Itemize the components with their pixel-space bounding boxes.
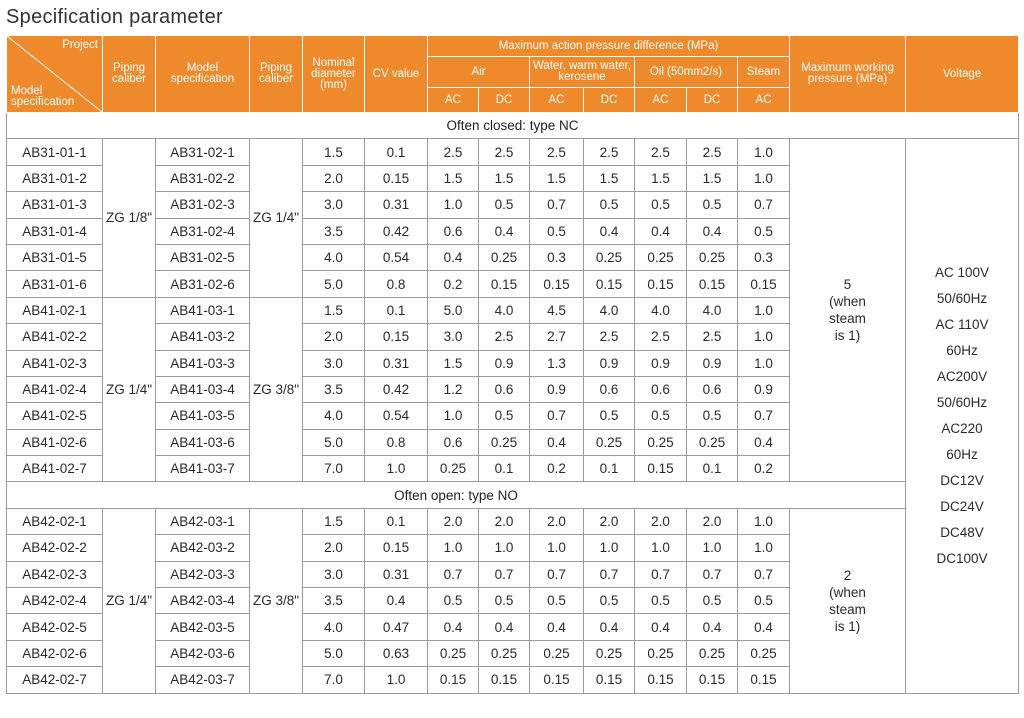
header-piping-caliber-2: Piping caliber	[250, 36, 303, 113]
text-line: DC48V	[940, 524, 984, 540]
value-cell: 0.8	[365, 429, 428, 455]
voltage-cell	[906, 139, 1019, 693]
value-cell: 0.15	[584, 667, 635, 693]
value-cell: 0.6	[479, 376, 530, 402]
value-cell: 2.0	[303, 165, 365, 191]
value-cell: 0.15	[635, 667, 687, 693]
value-cell: 0.1	[365, 297, 428, 323]
model-cell: AB42-03-5	[156, 614, 250, 640]
model-cell: AB42-03-4	[156, 588, 250, 614]
value-cell: 0.54	[365, 244, 428, 270]
header-oil-ac: AC	[635, 88, 687, 113]
text-line: DC24V	[940, 498, 984, 514]
value-cell: 5.0	[303, 271, 365, 297]
value-cell: 0.9	[530, 376, 584, 402]
value-cell: 0.1	[687, 456, 738, 482]
value-cell: 7.0	[303, 456, 365, 482]
model-cell: AB31-01-1	[7, 139, 103, 165]
value-cell: 0.4	[635, 218, 687, 244]
value-cell: 0.7	[530, 403, 584, 429]
value-cell: 5.0	[428, 297, 479, 323]
value-cell: 0.5	[687, 588, 738, 614]
value-cell: 0.7	[738, 192, 790, 218]
value-cell: 1.0	[738, 324, 790, 350]
value-cell: 0.15	[479, 667, 530, 693]
value-cell: 3.0	[303, 350, 365, 376]
value-cell: 0.6	[584, 376, 635, 402]
value-cell: 1.5	[584, 165, 635, 191]
value-cell: 1.5	[687, 165, 738, 191]
text-line: AC 110V	[935, 316, 989, 332]
model-cell: AB42-03-3	[156, 561, 250, 587]
value-cell: 1.0	[738, 165, 790, 191]
value-cell: 3.5	[303, 588, 365, 614]
value-cell: 0.7	[687, 561, 738, 587]
value-cell: 2.0	[530, 508, 584, 534]
model-cell: AB31-01-5	[7, 244, 103, 270]
value-cell: 0.15	[738, 271, 790, 297]
table-body	[7, 113, 1019, 694]
value-cell: 0.25	[635, 244, 687, 270]
value-cell: 1.2	[428, 376, 479, 402]
model-cell: AB41-03-3	[156, 350, 250, 376]
header-model-spec: Model specification	[11, 85, 75, 108]
value-cell: 4.0	[687, 297, 738, 323]
value-cell: 0.5	[530, 218, 584, 244]
model-cell: AB42-02-3	[7, 561, 103, 587]
value-cell: 3.5	[303, 376, 365, 402]
caliber-cell: ZG 1/4"	[103, 508, 156, 693]
value-cell: 0.7	[635, 561, 687, 587]
value-cell: 0.5	[635, 403, 687, 429]
value-cell: 0.9	[738, 376, 790, 402]
value-cell: 0.15	[584, 271, 635, 297]
value-cell: 0.31	[365, 350, 428, 376]
value-cell: 0.7	[530, 192, 584, 218]
value-cell: 0.7	[738, 403, 790, 429]
value-cell: 2.5	[584, 324, 635, 350]
value-cell: 0.25	[479, 429, 530, 455]
model-cell: AB41-03-2	[156, 324, 250, 350]
value-cell: 0.9	[687, 350, 738, 376]
value-cell: 0.6	[428, 429, 479, 455]
value-cell: 2.0	[635, 508, 687, 534]
text-line: 60Hz	[946, 446, 978, 462]
value-cell: 0.3	[738, 244, 790, 270]
text-line: DC100V	[936, 550, 988, 566]
value-cell: 0.25	[428, 640, 479, 666]
value-cell: 0.4	[738, 429, 790, 455]
value-cell: 0.25	[428, 456, 479, 482]
value-cell: 0.6	[687, 376, 738, 402]
value-cell: 0.15	[635, 456, 687, 482]
value-cell: 1.0	[365, 667, 428, 693]
value-cell: 0.63	[365, 640, 428, 666]
model-cell: AB41-02-5	[7, 403, 103, 429]
value-cell: 2.5	[479, 324, 530, 350]
model-cell: AB31-01-4	[7, 218, 103, 244]
header-steam-ac: AC	[738, 88, 790, 113]
value-cell: 1.0	[738, 508, 790, 534]
text-line: 2	[843, 567, 852, 583]
text-line: steam	[829, 311, 866, 327]
header-water-ac: AC	[530, 88, 584, 113]
value-cell: 3.0	[303, 561, 365, 587]
model-cell: AB42-02-5	[7, 614, 103, 640]
value-cell: 0.25	[687, 640, 738, 666]
model-cell: AB31-02-5	[156, 244, 250, 270]
value-cell: 0.25	[584, 244, 635, 270]
value-cell: 0.15	[365, 535, 428, 561]
model-cell: AB31-01-2	[7, 165, 103, 191]
section-row	[7, 113, 1019, 139]
value-cell: 0.9	[479, 350, 530, 376]
value-cell: 7.0	[303, 667, 365, 693]
value-cell: 0.5	[428, 588, 479, 614]
text-line: 50/60Hz	[936, 290, 988, 306]
model-cell: AB41-02-7	[7, 456, 103, 482]
value-cell: 2.5	[635, 139, 687, 165]
value-cell: 0.4	[738, 614, 790, 640]
value-cell: 0.5	[584, 192, 635, 218]
value-cell: 1.0	[738, 535, 790, 561]
value-cell: 0.1	[365, 139, 428, 165]
value-cell: 1.0	[428, 403, 479, 429]
header-air-dc: DC	[479, 88, 530, 113]
value-cell: 2.7	[530, 324, 584, 350]
model-cell: AB31-02-1	[156, 139, 250, 165]
text-line: is 1)	[834, 618, 861, 634]
value-cell: 0.4	[530, 614, 584, 640]
value-cell: 0.6	[635, 376, 687, 402]
value-cell: 1.0	[530, 535, 584, 561]
value-cell: 0.4	[365, 588, 428, 614]
model-cell: AB41-03-4	[156, 376, 250, 402]
model-cell: AB31-02-4	[156, 218, 250, 244]
value-cell: 0.25	[687, 244, 738, 270]
value-cell: 2.0	[479, 508, 530, 534]
value-cell: 0.15	[365, 165, 428, 191]
text-line: DC12V	[940, 472, 984, 488]
value-cell: 0.15	[428, 667, 479, 693]
section-row	[7, 482, 1019, 508]
value-cell: 0.15	[687, 667, 738, 693]
text-line: AC 100V	[935, 264, 990, 280]
value-cell: 2.5	[479, 139, 530, 165]
value-cell: 1.5	[530, 165, 584, 191]
value-cell: 4.5	[530, 297, 584, 323]
value-cell: 0.25	[479, 244, 530, 270]
model-cell: AB41-02-2	[7, 324, 103, 350]
value-cell: 0.31	[365, 561, 428, 587]
value-cell: 0.5	[687, 403, 738, 429]
value-cell: 0.31	[365, 192, 428, 218]
value-cell: 1.0	[635, 535, 687, 561]
model-cell: AB31-01-3	[7, 192, 103, 218]
value-cell: 0.5	[479, 403, 530, 429]
model-cell: AB42-03-1	[156, 508, 250, 534]
value-cell: 4.0	[303, 403, 365, 429]
value-cell: 0.5	[738, 218, 790, 244]
value-cell: 0.6	[428, 218, 479, 244]
value-cell: 0.9	[635, 350, 687, 376]
value-cell: 0.25	[687, 429, 738, 455]
value-cell: 0.9	[584, 350, 635, 376]
value-cell: 0.5	[738, 588, 790, 614]
value-cell: 1.5	[303, 139, 365, 165]
value-cell: 1.3	[530, 350, 584, 376]
caliber-cell: ZG 1/4"	[103, 297, 156, 482]
value-cell: 4.0	[584, 297, 635, 323]
model-cell: AB31-02-2	[156, 165, 250, 191]
value-cell: 0.5	[479, 588, 530, 614]
model-cell: AB41-02-3	[7, 350, 103, 376]
caliber-cell: ZG 3/8"	[250, 508, 303, 693]
text-line: steam	[829, 601, 866, 617]
text-line: 50/60Hz	[936, 394, 988, 410]
caliber-cell: ZG 1/8"	[103, 139, 156, 297]
value-cell: 0.15	[479, 271, 530, 297]
value-cell: 1.0	[479, 535, 530, 561]
value-cell: 1.0	[738, 139, 790, 165]
section-label: Often open: type NO	[7, 482, 906, 508]
value-cell: 0.1	[365, 508, 428, 534]
value-cell: 0.25	[738, 640, 790, 666]
value-cell: 0.4	[584, 614, 635, 640]
value-cell: 1.5	[303, 508, 365, 534]
model-cell: AB42-02-7	[7, 667, 103, 693]
value-cell: 2.0	[428, 508, 479, 534]
value-cell: 0.42	[365, 376, 428, 402]
header-model-spec-2: Model specification	[156, 36, 250, 113]
value-cell: 0.5	[635, 588, 687, 614]
model-cell: AB41-03-6	[156, 429, 250, 455]
value-cell: 3.5	[303, 218, 365, 244]
model-cell: AB41-03-5	[156, 403, 250, 429]
header-air: Air	[428, 57, 530, 88]
value-cell: 1.5	[635, 165, 687, 191]
value-cell: 0.15	[738, 667, 790, 693]
text-line: AC220	[941, 420, 983, 436]
text-line: (when	[829, 584, 866, 600]
value-cell: 0.4	[635, 614, 687, 640]
text-line: 60Hz	[946, 342, 978, 358]
model-cell: AB42-03-7	[156, 667, 250, 693]
spec-table	[6, 35, 1019, 694]
model-cell: AB41-02-1	[7, 297, 103, 323]
value-cell: 0.4	[428, 614, 479, 640]
value-cell: 0.15	[530, 667, 584, 693]
value-cell: 0.2	[428, 271, 479, 297]
table-row	[7, 508, 1019, 534]
value-cell: 1.0	[584, 535, 635, 561]
value-cell: 0.4	[479, 614, 530, 640]
page-title: Specification parameter	[6, 6, 224, 28]
model-cell: AB31-02-3	[156, 192, 250, 218]
header-water-dc: DC	[584, 88, 635, 113]
value-cell: 0.54	[365, 403, 428, 429]
value-cell: 4.0	[479, 297, 530, 323]
value-cell: 0.7	[428, 561, 479, 587]
value-cell: 0.1	[584, 456, 635, 482]
value-cell: 0.5	[479, 192, 530, 218]
value-cell: 0.25	[584, 640, 635, 666]
max-pressure-cell	[790, 508, 906, 693]
value-cell: 1.5	[428, 350, 479, 376]
value-cell: 4.0	[635, 297, 687, 323]
value-cell: 0.15	[365, 324, 428, 350]
section-label: Often closed: type NC	[7, 113, 1019, 139]
model-cell: AB42-02-4	[7, 588, 103, 614]
caliber-cell: ZG 3/8"	[250, 297, 303, 482]
value-cell: 1.0	[428, 192, 479, 218]
value-cell: 0.4	[687, 614, 738, 640]
model-cell: AB42-02-2	[7, 535, 103, 561]
text-line: 5	[843, 277, 852, 293]
value-cell: 0.7	[738, 561, 790, 587]
value-cell: 4.0	[303, 614, 365, 640]
value-cell: 0.25	[479, 640, 530, 666]
text-line: AC200V	[936, 368, 988, 384]
value-cell: 0.2	[530, 456, 584, 482]
value-cell: 0.2	[738, 456, 790, 482]
value-cell: 0.1	[479, 456, 530, 482]
caliber-cell: ZG 1/4"	[250, 139, 303, 297]
value-cell: 2.0	[687, 508, 738, 534]
max-pressure-cell	[790, 139, 906, 482]
model-cell: AB42-03-6	[156, 640, 250, 666]
value-cell: 0.25	[530, 640, 584, 666]
value-cell: 1.0	[365, 456, 428, 482]
value-cell: 2.0	[303, 535, 365, 561]
model-cell: AB31-02-6	[156, 271, 250, 297]
header-project: Project	[62, 39, 98, 51]
header-diagonal-cell	[7, 36, 103, 113]
header-oil-dc: DC	[687, 88, 738, 113]
header-voltage: Voltage	[906, 36, 1019, 113]
model-cell: AB42-02-1	[7, 508, 103, 534]
value-cell: 2.5	[687, 324, 738, 350]
value-cell: 0.7	[584, 561, 635, 587]
model-cell: AB41-02-6	[7, 429, 103, 455]
model-cell: AB42-02-6	[7, 640, 103, 666]
value-cell: 1.5	[479, 165, 530, 191]
value-cell: 0.5	[584, 403, 635, 429]
value-cell: 0.5	[530, 588, 584, 614]
value-cell: 0.7	[479, 561, 530, 587]
value-cell: 0.15	[687, 271, 738, 297]
header-max-action-pressure: Maximum action pressure difference (MPa)	[428, 36, 790, 57]
value-cell: 1.0	[738, 350, 790, 376]
text-line: is 1)	[834, 328, 861, 344]
model-cell: AB31-01-6	[7, 271, 103, 297]
value-cell: 2.5	[635, 324, 687, 350]
value-cell: 0.4	[479, 218, 530, 244]
model-cell: AB41-03-7	[156, 456, 250, 482]
model-cell: AB41-03-1	[156, 297, 250, 323]
header-water: Water, warm water, kerosene	[530, 57, 635, 88]
value-cell: 0.25	[635, 640, 687, 666]
value-cell: 0.15	[635, 271, 687, 297]
text-line: (when	[829, 294, 866, 310]
value-cell: 0.5	[635, 192, 687, 218]
value-cell: 0.25	[635, 429, 687, 455]
value-cell: 1.5	[303, 297, 365, 323]
value-cell: 4.0	[303, 244, 365, 270]
header-air-ac: AC	[428, 88, 479, 113]
value-cell: 2.0	[584, 508, 635, 534]
value-cell: 0.4	[687, 218, 738, 244]
value-cell: 0.4	[530, 429, 584, 455]
model-cell: AB41-02-4	[7, 376, 103, 402]
value-cell: 0.5	[687, 192, 738, 218]
value-cell: 2.5	[530, 139, 584, 165]
value-cell: 2.5	[584, 139, 635, 165]
header-nominal-diameter: Nominal diameter (mm)	[303, 36, 365, 113]
model-cell: AB42-03-2	[156, 535, 250, 561]
header-max-working-pressure: Maximum working pressure (MPa)	[790, 36, 906, 113]
value-cell: 0.8	[365, 271, 428, 297]
value-cell: 0.25	[584, 429, 635, 455]
header-cv-value: CV value	[365, 36, 428, 113]
value-cell: 2.5	[687, 139, 738, 165]
header-piping-caliber: Piping caliber	[103, 36, 156, 113]
value-cell: 0.3	[530, 244, 584, 270]
value-cell: 0.4	[584, 218, 635, 244]
value-cell: 1.0	[428, 535, 479, 561]
value-cell: 3.0	[428, 324, 479, 350]
table-row	[7, 139, 1019, 165]
value-cell: 0.15	[530, 271, 584, 297]
header-oil: Oil (50mm2/s)	[635, 57, 738, 88]
value-cell: 0.4	[428, 244, 479, 270]
value-cell: 1.0	[738, 297, 790, 323]
value-cell: 1.5	[428, 165, 479, 191]
value-cell: 0.42	[365, 218, 428, 244]
value-cell: 5.0	[303, 640, 365, 666]
value-cell: 0.7	[530, 561, 584, 587]
value-cell: 2.5	[428, 139, 479, 165]
header-steam: Steam	[738, 57, 790, 88]
value-cell: 1.0	[687, 535, 738, 561]
value-cell: 0.47	[365, 614, 428, 640]
table-header	[7, 36, 1019, 113]
value-cell: 3.0	[303, 192, 365, 218]
value-cell: 5.0	[303, 429, 365, 455]
value-cell: 0.5	[584, 588, 635, 614]
value-cell: 2.0	[303, 324, 365, 350]
